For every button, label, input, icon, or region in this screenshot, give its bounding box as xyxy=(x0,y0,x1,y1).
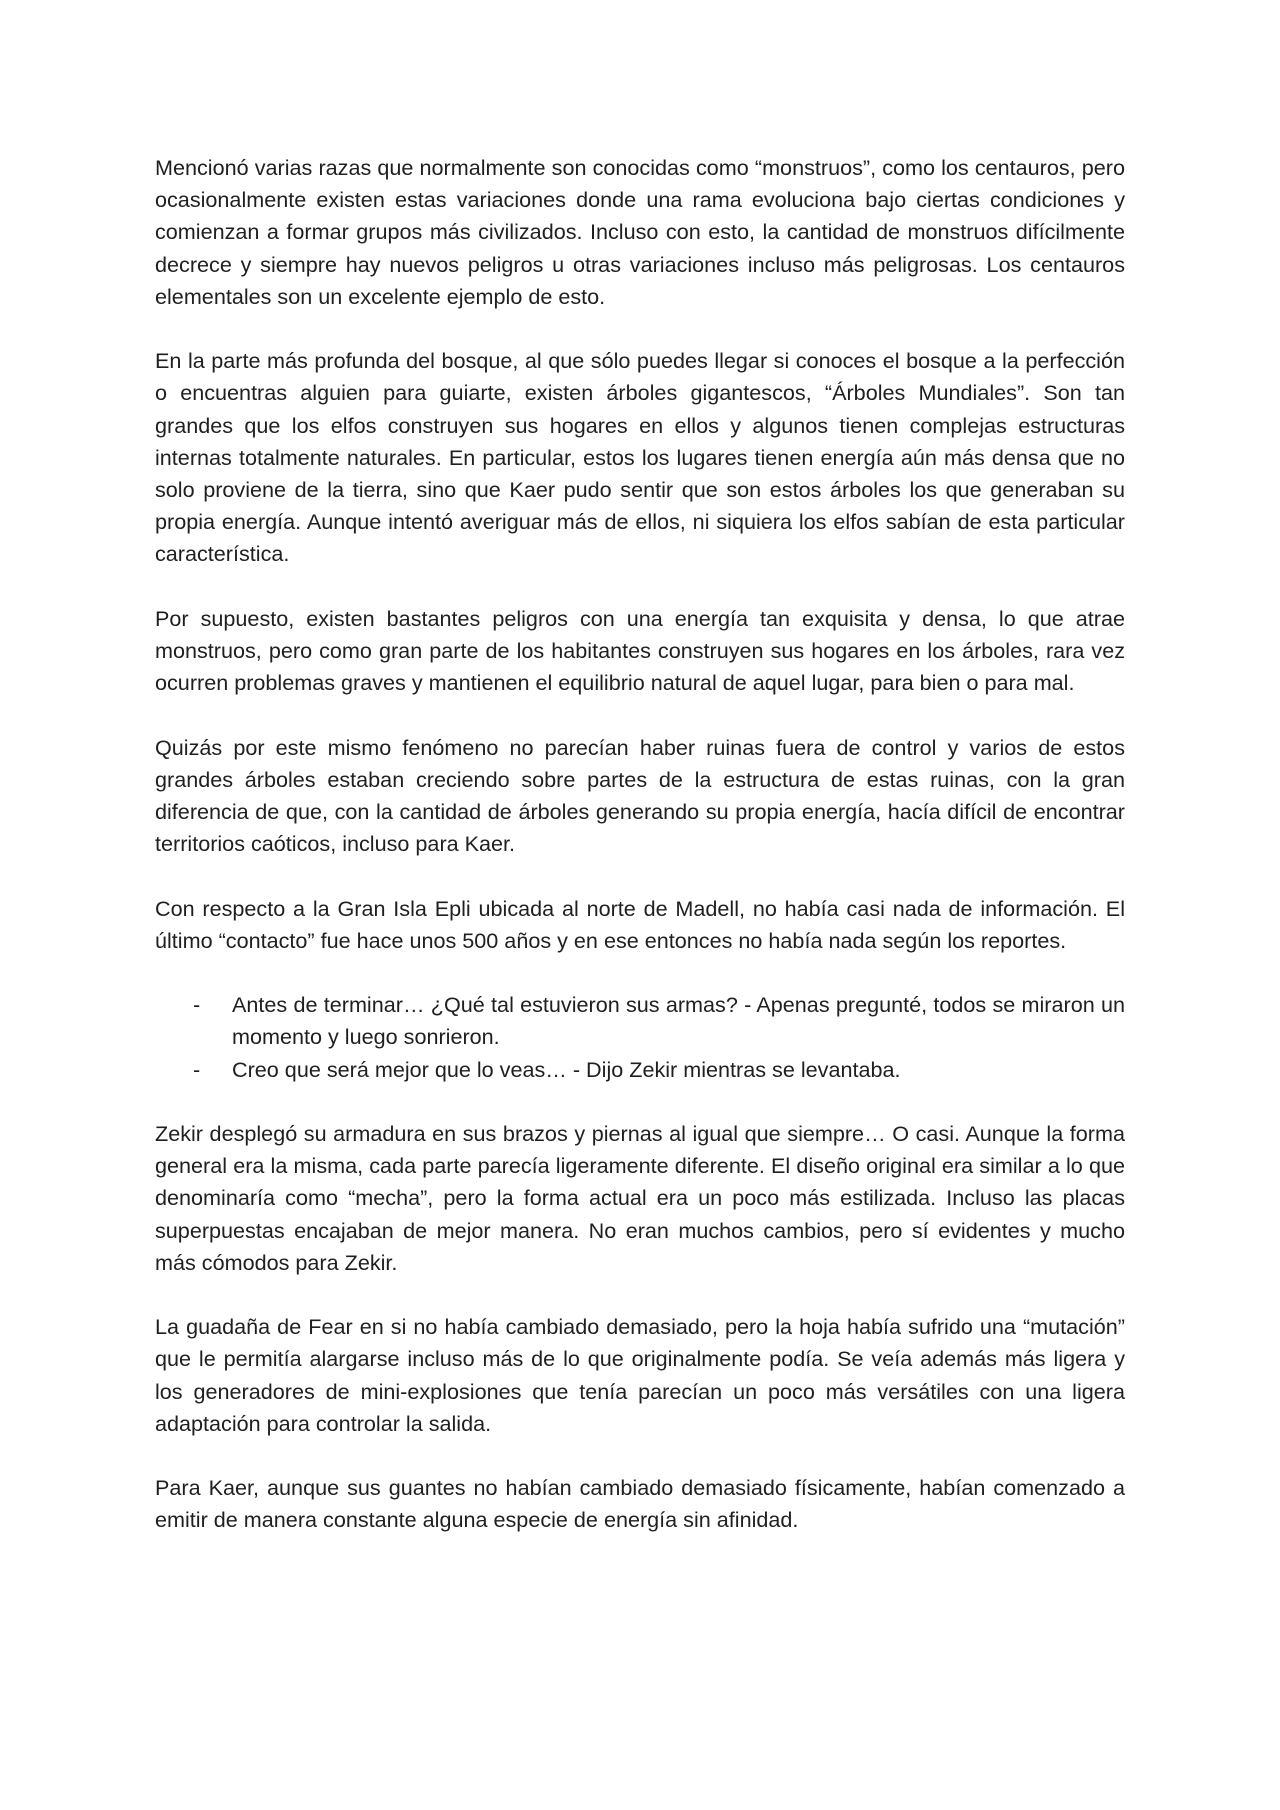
dialogue-list xyxy=(155,989,1125,1086)
paragraph: Zekir desplegó su armadura en sus brazos y piernas al igual que siempre… O casi. Aunque la forma general era la misma, cada parte parecía ligeramente diferente. El diseño original era similar a lo que denominaría como “mecha”, pero la forma actual era un poco más estilizada. Incluso las placas superpuestas encajaban de mejor manera. No eran muchos cambios, pero sí evidentes y mucho más cómodos para Zekir. xyxy=(155,1121,1125,1275)
dialogue-line xyxy=(155,1054,1125,1086)
dialogue-line xyxy=(155,989,1125,1053)
paragraph: Con respecto a la Gran Isla Epli ubicada al norte de Madell, no había casi nada de información. El último “contacto” fue hace unos 500 años y en ese entonces no había nada según los reportes. xyxy=(155,895,1125,953)
dialogue-text: Creo que será mejor que lo veas… - Dijo Zekir mientras se levantaba. xyxy=(232,1056,901,1082)
document-page xyxy=(155,152,1125,1537)
dialogue-dash: - xyxy=(193,1056,201,1082)
paragraph: Para Kaer, aunque sus guantes no habían cambiado demasiado físicamente, habían comenzado a emitir de manera constante alguna especie de energía sin afinidad. xyxy=(155,1475,1125,1533)
paragraph: Quizás por este mismo fenómeno no parecían haber ruinas fuera de control y varios de estos grandes árboles estaban creciendo sobre partes de la estructura de estas ruinas, con la gran diferencia de que, con la cantidad de árboles generando su propia energía, hacía difícil de encontrar territorios caóticos, incluso para Kaer. xyxy=(155,734,1125,857)
paragraph: En la parte más profunda del bosque, al que sólo puedes llegar si conoces el bosque a la perfección o encuentras alguien para guiarte, existen árboles gigantescos, “Árboles Mundiales”. Son tan grandes que los elfos construyen sus hogares en ellos y algunos tienen complejas estructuras internas totalmente naturales. En particular, estos los lugares tienen energía aún más densa que no solo proviene de la tierra, sino que Kaer pudo sentir que son estos árboles los que generaban su propia energía. Aunque intentó averiguar más de ellos, ni siquiera los elfos sabían de esta particular característica. xyxy=(155,348,1125,567)
paragraph: Mencionó varias razas que normalmente son conocidas como “monstruos”, como los centauros, pero ocasionalmente existen estas variaciones donde una rama evoluciona bajo ciertas condiciones y comienzan a formar grupos más civilizados. Incluso con esto, la cantidad de monstruos difícilmente decrece y siempre hay nuevos peligros u otras variaciones incluso más peligrosas. Los centauros elementales son un excelente ejemplo de esto. xyxy=(155,155,1125,309)
paragraph: La guadaña de Fear en si no había cambiado demasiado, pero la hoja había sufrido una “mutación” que le permitía alargarse incluso más de lo que originalmente podía. Se veía además más ligera y los generadores de mini-explosiones que tenía parecían un poco más versátiles con una ligera adaptación para controlar la salida. xyxy=(155,1314,1125,1436)
paragraph: Por supuesto, existen bastantes peligros con una energía tan exquisita y densa, lo que atrae monstruos, pero como gran parte de los habitantes construyen sus hogares en los árboles, rara vez ocurren problemas graves y mantienen el equilibrio natural de aquel lugar, para bien o para mal. xyxy=(155,605,1125,696)
dialogue-dash: - xyxy=(193,992,201,1018)
dialogue-text: Antes de terminar… ¿Qué tal estuvieron sus armas? - Apenas pregunté, todos se miraron un momento y luego sonrieron. xyxy=(232,992,1125,1050)
